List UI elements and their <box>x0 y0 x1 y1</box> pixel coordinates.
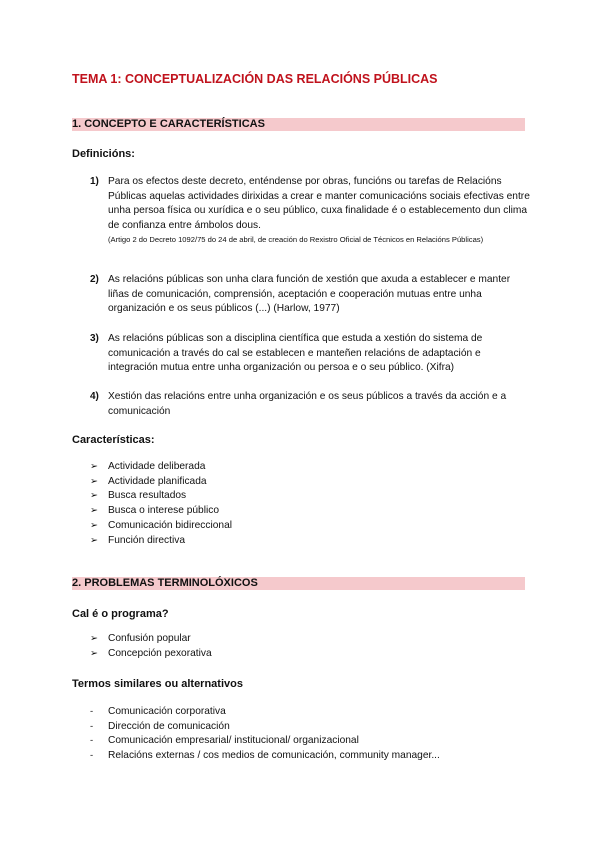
arrow-bullet-icon: ➢ <box>90 647 98 659</box>
arrow-bullet-icon: ➢ <box>90 519 98 531</box>
definition-number: 3) <box>90 333 99 344</box>
definition-text: Para os efectos deste decreto, enténdense por obras, funcións ou tarefas de Relacións Públicas aquelas actividades dirixidas a crear e manter comunicacións sociais efectivas entre unha persoa física ou xurídica e o seu público, cuxa finalidade é o establecemento dun clima de confianza entre ámbolos dous. <box>108 176 530 231</box>
arrow-bullet-icon: ➢ <box>90 475 98 487</box>
arrow-bullet-icon: ➢ <box>90 490 98 502</box>
list-item <box>90 734 440 749</box>
list-item <box>90 647 212 662</box>
program-heading: Cal é o programa? <box>72 608 169 620</box>
list-item-text: Comunicación empresarial/ institucional/ organizacional <box>108 735 359 747</box>
list-item <box>90 504 232 519</box>
definition-number: 1) <box>90 176 99 187</box>
arrow-bullet-icon: ➢ <box>90 633 98 644</box>
arrow-bullet-icon: ➢ <box>90 505 98 517</box>
list-item-text: Comunicación bidireccional <box>108 519 233 531</box>
definitions-heading: Definicións: <box>72 148 135 160</box>
dash-bullet-icon: - <box>90 706 94 717</box>
list-item <box>90 519 232 534</box>
list-item-text: Busca o interese público <box>108 505 219 517</box>
list-item-text: Función directiva <box>108 534 186 546</box>
definition-source-note: (Artigo 2 do Decreto 1092/75 do 24 de abril, de creación do Rexistro Oficial de Técnicos en Relacións Públicas) <box>108 235 484 244</box>
section-heading-problemas: 2. PROBLEMAS TERMINOLÓXICOS <box>72 577 525 590</box>
list-item-text: Relacións externas / cos medios de comunicación, community manager... <box>108 750 440 762</box>
list-item-text: Confusión popular <box>108 633 191 644</box>
definition-text: Xestión das relacións entre unha organización e os seus públicos a través da acción e a comunicación <box>108 391 507 417</box>
definition-item <box>90 175 530 245</box>
definition-text: As relacións públicas son unha clara función de xestión que axuda a establecer e manter liñas de comunicación, comprensión, aceptación e cooperación mutuas entre unha organización e os seus públicos (...) (Harlow, 1977) <box>108 274 511 314</box>
list-item-text: Dirección de comunicación <box>108 720 230 732</box>
program-list <box>90 632 212 661</box>
similar-terms-list <box>90 705 440 764</box>
arrow-bullet-icon: ➢ <box>90 461 98 472</box>
definition-number: 4) <box>90 391 99 402</box>
characteristics-heading: Características: <box>72 434 155 446</box>
similar-terms-heading: Termos similares ou alternativos <box>72 678 243 690</box>
list-item-text: Concepción pexorativa <box>108 647 212 659</box>
list-item <box>90 489 232 504</box>
list-item-text: Busca resultados <box>108 490 187 502</box>
dash-bullet-icon: - <box>90 750 94 762</box>
definition-item <box>90 332 530 376</box>
list-item-text: Actividade deliberada <box>108 461 206 472</box>
dash-bullet-icon: - <box>90 720 94 732</box>
list-item <box>90 705 440 720</box>
list-item <box>90 749 440 764</box>
characteristics-list <box>90 460 232 548</box>
definition-number: 2) <box>90 274 99 285</box>
page-title: TEMA 1: CONCEPTUALIZACIÓN DAS RELACIÓNS PÚBLICAS <box>72 72 438 86</box>
list-item <box>90 475 232 490</box>
list-item-text: Actividade planificada <box>108 475 207 487</box>
list-item-text: Comunicación corporativa <box>108 706 226 717</box>
list-item <box>90 632 212 647</box>
list-item <box>90 534 232 549</box>
list-item <box>90 720 440 735</box>
dash-bullet-icon: - <box>90 735 94 747</box>
section-heading-concepto: 1. CONCEPTO E CARACTERÍSTICAS <box>72 118 525 131</box>
definition-item <box>90 273 530 317</box>
definition-item <box>90 390 530 419</box>
definition-text: As relacións públicas son a disciplina científica que estuda a xestión do sistema de comunicación a través do cal se establecen e manteñen relacións de adaptación e integración mutua entre unha organización ou persoa e o seu público. (Xifra) <box>108 333 483 373</box>
list-item <box>90 460 232 475</box>
arrow-bullet-icon: ➢ <box>90 534 98 546</box>
